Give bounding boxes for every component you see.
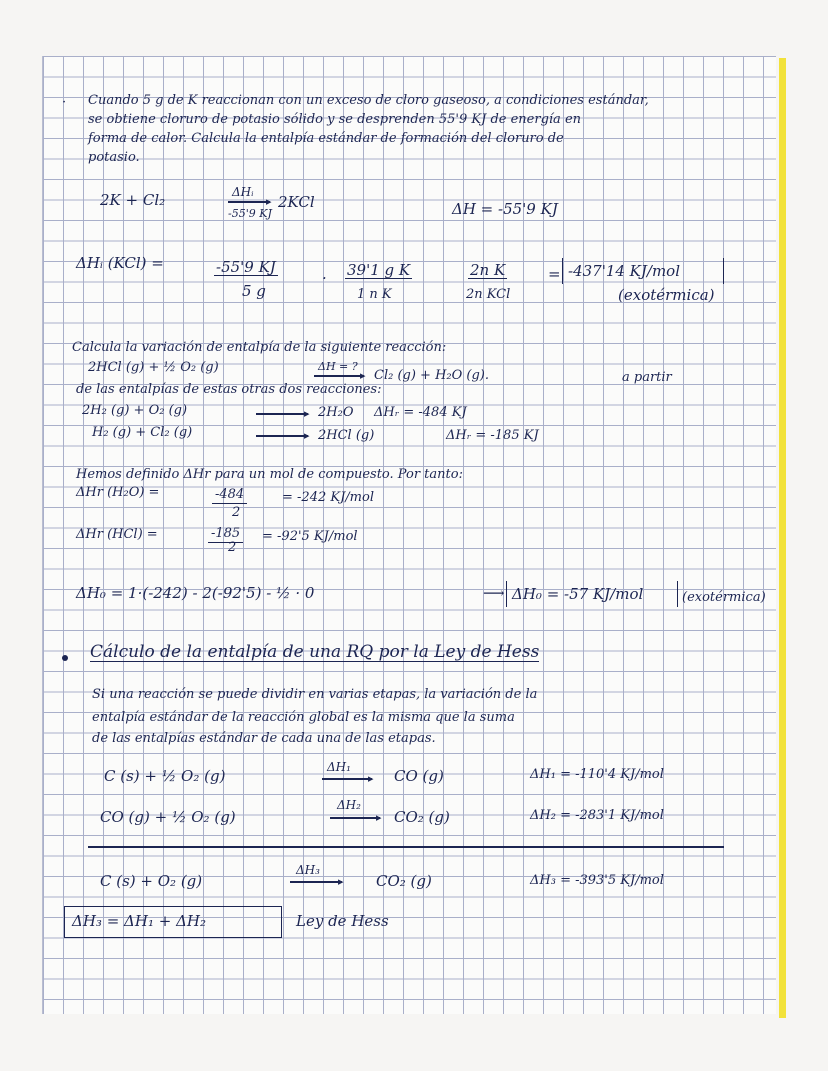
s3-dh: ΔH₃ = -393'5 KJ/mol <box>530 873 664 888</box>
arrow-head: ▸ <box>338 875 344 888</box>
arrow-head: ▸ <box>304 429 310 442</box>
hess-label: Ley de Hess <box>296 912 389 930</box>
s2-reactants: CO (g) + ½ O₂ (g) <box>100 808 236 826</box>
p2-h2o-result: = -242 KJ/mol <box>282 490 374 505</box>
p1-delta-h: ΔH = -55'9 KJ <box>452 200 558 218</box>
p1-frac1-num: -55'9 KJ <box>216 258 276 276</box>
p2-r2-product: 2HCl (g) <box>318 428 375 443</box>
p2-r2-dh: ΔHᵣ = -185 KJ <box>446 428 539 443</box>
p1-equals: = <box>548 265 561 283</box>
arrow-head: ▸ <box>360 369 366 382</box>
p2-final-note: (exotérmica) <box>682 590 766 605</box>
p2-h2o-den: 2 <box>232 505 241 520</box>
p2-final-result: ΔH₀ = -57 KJ/mol <box>512 585 644 603</box>
s1-reactants: C (s) + ½ O₂ (g) <box>104 767 226 785</box>
arrow-head: ▸ <box>304 407 310 420</box>
s1-arrow <box>322 778 372 780</box>
section-text-1: Si una reacción se puede dividir en varias etapas, la variación de la <box>92 687 538 702</box>
p1-frac2-den: 1 n K <box>357 287 392 302</box>
problem1-line4: potasio. <box>88 150 140 165</box>
hess-formula: ΔH₃ = ΔH₁ + ΔH₂ <box>72 912 206 930</box>
p2-hcl-label: ΔHr (HCl) = <box>76 527 158 542</box>
s1-dh: ΔH₁ = -110'4 KJ/mol <box>530 767 664 782</box>
p2-h2o-label: ΔHr (H₂O) = <box>76 485 160 500</box>
p2-arrow <box>314 375 364 377</box>
p2-hcl-result: = -92'5 KJ/mol <box>262 529 358 544</box>
s1-arrow-label: ΔH₁ <box>327 760 351 774</box>
margin-strip <box>779 58 786 1018</box>
p2-from-a: a partir <box>622 370 672 385</box>
problem1-line2: se obtiene cloruro de potasio sólido y se desprenden 55'9 KJ de energía en <box>88 112 582 127</box>
section-text-3: de las entalpías estándar de cada una de las etapas. <box>92 731 436 746</box>
arrow-head: ▸ <box>376 811 382 824</box>
p2-h2o-num: -484 <box>212 487 247 504</box>
s2-product: CO₂ (g) <box>394 808 450 826</box>
p1-dot: · <box>322 269 327 287</box>
p1-calc-label: ΔHᵢ (KCl) = <box>76 254 164 272</box>
s3-product: CO₂ (g) <box>376 872 432 890</box>
problem2-statement: Calcula la variación de entalpía de la siguiente reacción: <box>72 340 447 355</box>
s1-product: CO (g) <box>394 767 444 785</box>
p2-r1-product: 2H₂O <box>318 405 354 420</box>
arrow-head: ▸ <box>368 772 374 785</box>
section-text-2: entalpía estándar de la reacción global es la misma que la suma <box>92 710 515 725</box>
section-bullet <box>62 655 68 661</box>
s3-arrow-label: ΔH₃ <box>296 863 320 877</box>
p2-r2: H₂ (g) + Cl₂ (g) <box>92 425 193 440</box>
p2-hcl-den: 2 <box>228 540 237 555</box>
p1-arrow <box>228 201 270 203</box>
p2-r1-arrow <box>256 413 308 415</box>
p1-frac1-den: 5 g <box>242 282 266 300</box>
arrow-head: ▸ <box>266 195 272 208</box>
p2-r1-dh: ΔHᵣ = -484 KJ <box>374 405 467 420</box>
sum-line <box>88 846 724 848</box>
p2-r1: 2H₂ (g) + O₂ (g) <box>82 403 188 418</box>
p2-note: Hemos definido ΔHr para un mol de compuesto. Por tanto: <box>76 467 463 482</box>
p2-from-b: de las entalpías de estas otras dos reacciones: <box>76 382 382 397</box>
problem1-line1: Cuando 5 g de K reaccionan con un exceso de cloro gaseoso, a condiciones estándar, <box>88 93 649 108</box>
p2-final-arrow: ⟶ <box>483 584 505 602</box>
p1-arrow-bottom: -55'9 KJ <box>228 207 272 220</box>
s3-arrow <box>290 881 342 883</box>
p2-products: Cl₂ (g) + H₂O (g). <box>374 368 490 383</box>
s2-arrow <box>330 817 380 819</box>
s3-reactants: C (s) + O₂ (g) <box>100 872 203 890</box>
section-title: Cálculo de la entalpía de una RQ por la Ley de Hess <box>90 642 540 662</box>
problem1-line3: forma de calor. Calcula la entalpía estándar de formación del cloruro de <box>88 131 564 146</box>
p1-frac3-num: 2n K <box>470 261 506 279</box>
p2-final-calc: ΔH₀ = 1·(-242) - 2(-92'5) - ½ · 0 <box>76 584 315 602</box>
s2-dh: ΔH₂ = -283'1 KJ/mol <box>530 808 664 823</box>
p1-reactants: 2K + Cl₂ <box>100 191 166 209</box>
p1-frac3-den: 2n KCl <box>466 287 511 302</box>
p1-frac2-num: 39'1 g K <box>347 261 411 279</box>
p1-arrow-top: ΔHᵢ <box>232 185 254 199</box>
p1-result: -437'14 KJ/mol <box>568 262 681 280</box>
p2-hcl-num: -185 <box>208 526 243 543</box>
s2-arrow-label: ΔH₂ <box>337 798 361 812</box>
p2-r2-arrow <box>256 435 308 437</box>
p1-result-note: (exotérmica) <box>618 286 715 304</box>
p2-reactants: 2HCl (g) + ½ O₂ (g) <box>88 360 219 375</box>
bullet-dot: · <box>62 95 67 110</box>
p1-product: 2KCl <box>278 193 315 211</box>
p2-arrow-label: ΔH = ? <box>318 360 358 373</box>
